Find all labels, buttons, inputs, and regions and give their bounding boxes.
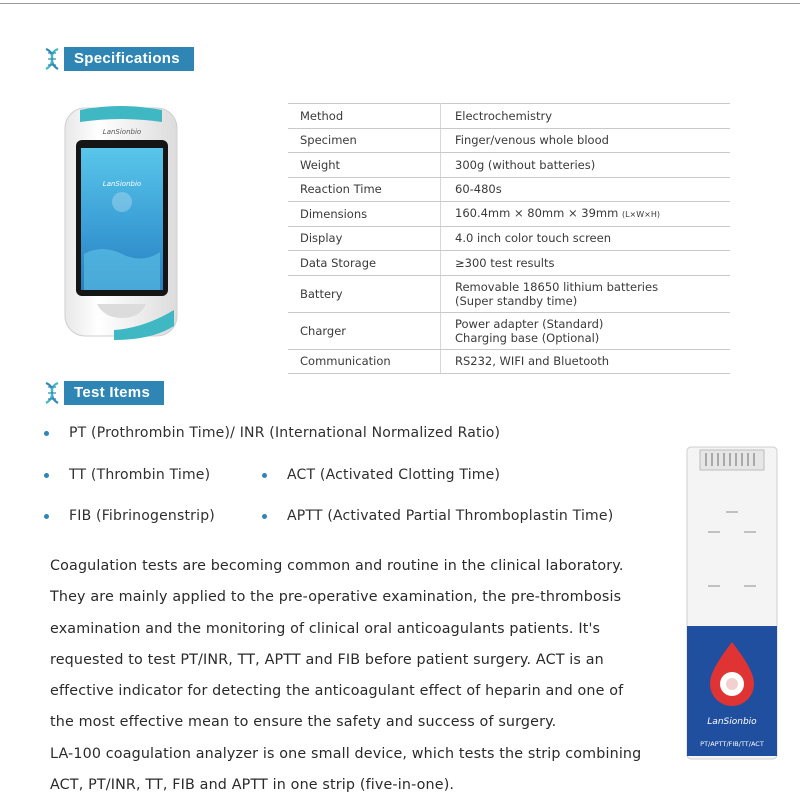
device-screen-brand: LanSionbio [102, 180, 142, 188]
test-item-label: FIB (Fibrinogenstrip) [69, 508, 215, 524]
bullet-icon [44, 473, 49, 478]
spec-value: 4.0 inch color touch screen [441, 226, 731, 251]
section-title: Specifications [64, 47, 194, 71]
strip-brand: LanSionbio [707, 717, 757, 727]
test-item-label: TT (Thrombin Time) [69, 467, 211, 483]
device-brand: LanSionbio [102, 128, 142, 136]
test-item-act [262, 467, 500, 483]
strip-label: PT/APTT/FIB/TT/ACT [700, 740, 764, 748]
table-row [288, 312, 730, 349]
paragraph-line: effective indicator for detecting the anticoagulant effect of heparin and one of [50, 683, 624, 700]
paragraph-line: LA-100 coagulation analyzer is one small device, which tests the strip combining [50, 745, 642, 762]
test-item-label: ACT (Activated Clotting Time) [287, 467, 501, 483]
spec-value: 300g (without batteries) [441, 153, 731, 178]
bullet-icon [44, 514, 49, 519]
table-row [288, 226, 730, 251]
spec-key: Specimen [288, 128, 441, 153]
paragraph-line: examination and the monitoring of clinical oral anticoagulants patients. It's [50, 620, 601, 637]
paragraph-line: Coagulation tests are becoming common and routine in the clinical laboratory. [50, 558, 624, 574]
table-row [288, 104, 730, 129]
paragraph-line: requested to test PT/INR, TT, APTT and FIB before patient surgery. ACT is an [50, 651, 604, 668]
specifications-header [40, 47, 194, 71]
spec-key: Charger [288, 312, 441, 349]
table-row [288, 349, 730, 374]
spec-key: Communication [288, 349, 441, 374]
test-item-aptt [262, 508, 613, 524]
paragraph-line: They are mainly applied to the pre-operative examination, the pre-thrombosis [50, 589, 622, 606]
bullet-icon [44, 431, 49, 436]
spec-value-line: Charging base (Optional) [455, 330, 600, 345]
description-paragraph [50, 551, 680, 801]
test-item-pt-inr [44, 425, 500, 441]
spec-key: Reaction Time [288, 177, 441, 202]
spec-value: 60-480s [441, 177, 731, 202]
spec-value-line: Removable 18650 lithium batteries [455, 279, 659, 294]
table-row [288, 153, 730, 178]
test-item-fib [44, 508, 215, 524]
bullet-icon [262, 473, 267, 478]
test-item-tt [44, 467, 210, 483]
spec-value: ≥300 test results [441, 251, 731, 276]
test-item-label: APTT (Activated Partial Thromboplastin Time) [287, 508, 614, 524]
analyzer-device-image [62, 104, 180, 340]
paragraph-line: ACT, PT/INR, TT, FIB and APTT in one strip (five-in-one). [50, 777, 455, 794]
bullet-icon [262, 514, 267, 519]
spec-value: RS232, WIFI and Bluetooth [441, 349, 731, 374]
paragraph-line: the most effective mean to ensure the safety and success of surgery. [50, 714, 557, 731]
spec-key: Display [288, 226, 441, 251]
section-title: Test Items [64, 381, 164, 405]
spec-key: Dimensions [288, 202, 441, 227]
spec-value-line: Power adapter (Standard) [455, 316, 604, 331]
spec-value [441, 275, 731, 312]
table-row [288, 251, 730, 276]
test-strip-image [686, 446, 778, 760]
test-item-label: PT (Prothrombin Time)/ INR (International Normalized Ratio) [69, 425, 501, 441]
table-row [288, 128, 730, 153]
spec-value [441, 202, 731, 227]
spec-value [441, 312, 731, 349]
table-row [288, 177, 730, 202]
dimensions-unit: (L×W×H) [621, 209, 660, 219]
spec-key: Weight [288, 153, 441, 178]
table-row [288, 202, 730, 227]
spec-value: Finger/venous whole blood [441, 128, 731, 153]
top-divider [0, 3, 800, 4]
spec-value: Electrochemistry [441, 104, 731, 129]
spec-key: Battery [288, 275, 441, 312]
spec-key: Method [288, 104, 441, 129]
spec-value-line: (Super standby time) [455, 293, 578, 308]
spec-key: Data Storage [288, 251, 441, 276]
table-row [288, 275, 730, 312]
specifications-table [288, 103, 730, 374]
test-items-header [40, 381, 164, 405]
dimensions-value: 160.4mm × 80mm × 39mm [455, 205, 619, 220]
